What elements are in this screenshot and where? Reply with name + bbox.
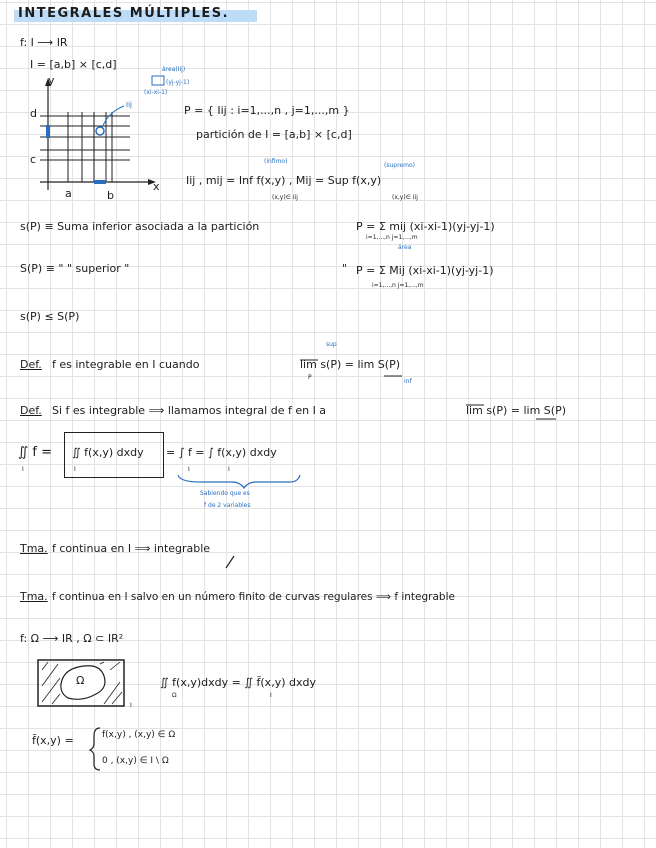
axis-x-label: x (153, 180, 160, 193)
lower-sum-text: s(P) ≡ Suma inferior asociada a la partición (20, 220, 260, 233)
inf-sup-def: Iij , mij = Inf f(x,y) , Mij = Sup f(x,y) (186, 174, 382, 187)
label-c: c (30, 153, 37, 166)
label-b: b (107, 189, 114, 202)
lower-sum-formula: P = Σ mij (xi-xi-1)(yj-yj-1) (356, 220, 495, 233)
integral-note-1: Sabiendo que es (200, 490, 250, 497)
integral-right-sub1: I (188, 466, 190, 473)
omega-region-label: Ω (76, 674, 85, 687)
thm1-text: f continua en I ⟹ integrable (52, 542, 211, 555)
area-note: área (398, 244, 412, 251)
sum-index: i=1,...,n j=1,...,m (366, 234, 418, 241)
omega-rect-label: I (130, 702, 132, 709)
extension-def: f̃(x,y) = (32, 734, 74, 747)
thm2-label: Tma. (20, 590, 48, 603)
def2-label: Def. (20, 404, 42, 417)
omega-map: f: Ω ⟶ IR , Ω ⊂ IR² (20, 632, 124, 645)
page-title: INTEGRALES MÚLTIPLES. (18, 6, 230, 21)
extension-case-1: f(x,y) , (x,y) ∈ Ω (102, 730, 176, 740)
upper-sum-index: i=1,...,n j=1,...,m (372, 282, 424, 289)
label-iij: Iij (126, 101, 132, 109)
thm2-text: f continua en I salvo en un número finito de curvas regulares ⟹ f integrable (52, 591, 455, 603)
def2-formula: lim s(P) = lim S(P) (466, 404, 567, 417)
area-formula-2: (xi-xi-1) (144, 89, 168, 96)
def1-formula: lim s(P) = lim S(P) (300, 358, 401, 371)
partition-desc: partición de I = [a,b] × [c,d] (196, 128, 352, 141)
rectangle-def: I = [a,b] × [c,d] (30, 58, 117, 71)
def1-p: P (308, 374, 312, 381)
omega-integral-sub2: I (270, 692, 272, 699)
omega-integral: ∬ f(x,y)dxdy = ∬ f̃(x,y) dxdy (160, 676, 316, 689)
sup-label: (supremo) (384, 162, 415, 169)
f-map: f: I ⟶ IR (20, 36, 68, 49)
upper-sum-text: S(P) ≡ " " superior " (20, 262, 130, 275)
integral-left-sub: I (22, 466, 24, 473)
integral-note-2: f de 2 variables (204, 502, 251, 509)
label-a: a (65, 187, 72, 200)
inf-sub: (x,y)∈ Iij (272, 194, 298, 201)
upper-sum-formula: P = Σ Mij (xi-xi-1)(yj-yj-1) (356, 264, 494, 277)
axis-y-label: y (48, 74, 55, 87)
label-d: d (30, 107, 37, 120)
def2-text: Si f es integrable ⟹ llamamos integral de f en I a (52, 404, 327, 417)
integral-left: ∬ f = (18, 445, 52, 460)
integral-right: = ∫ f = ∫ f(x,y) dxdy (166, 446, 277, 459)
def1-label: Def. (20, 358, 42, 371)
partition-def: P = { Iij : i=1,...,n , j=1,...,m } (184, 104, 350, 117)
area-label: área(Iij) (162, 66, 186, 73)
sup-sub: (x,y)∈ Iij (392, 194, 418, 201)
omega-integral-sub1: Ω (172, 692, 177, 699)
inf-label: (ínfimo) (264, 158, 288, 165)
sum-inequality: s(P) ≤ S(P) (20, 310, 80, 323)
integral-box-sub: I (74, 466, 76, 473)
integral-box-text: ∬ f(x,y) dxdy (72, 446, 144, 459)
upper-sum-quote: " (342, 262, 348, 275)
area-formula: (yj-yj-1) (166, 79, 190, 86)
integral-right-sub2: I (228, 466, 230, 473)
def1-text: f es integrable en I cuando (52, 358, 200, 371)
def1-sup: sup (326, 341, 337, 348)
extension-case-2: 0 , (x,y) ∈ I \ Ω (102, 756, 169, 766)
thm1-label: Tma. (20, 542, 48, 555)
def1-inf: inf (404, 378, 412, 385)
